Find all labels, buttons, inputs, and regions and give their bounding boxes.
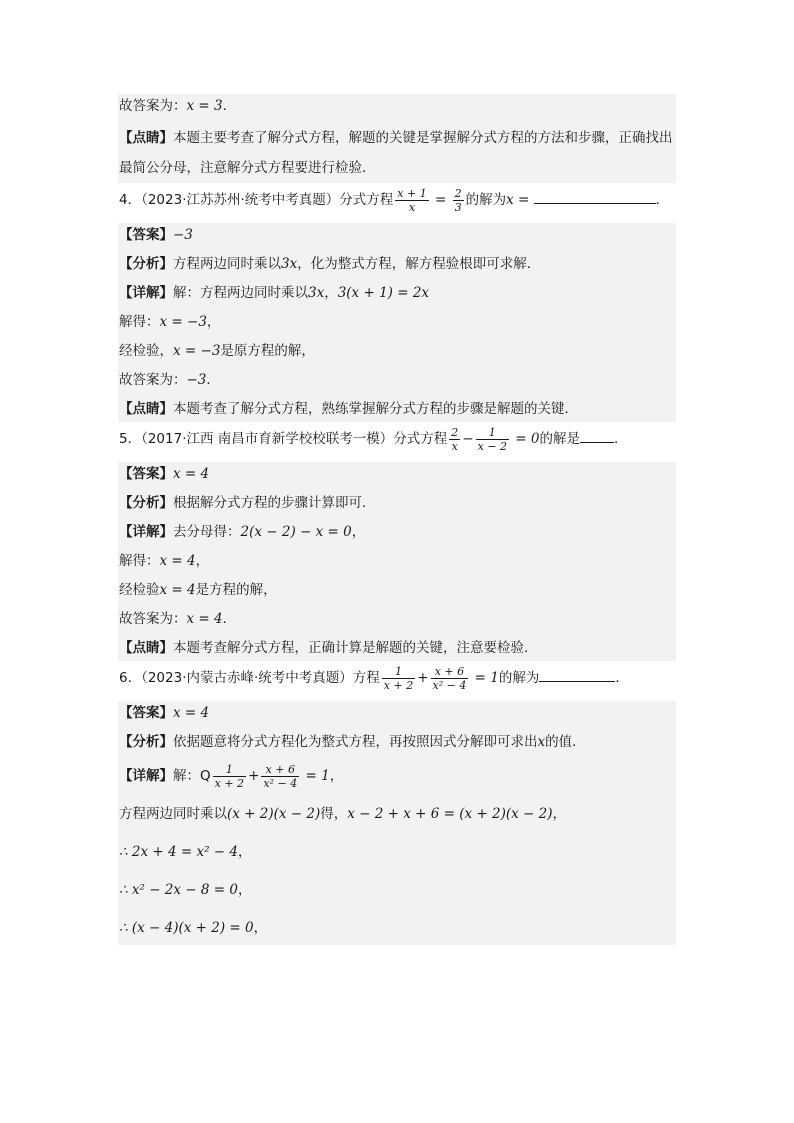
question-line <box>118 183 676 217</box>
fraction <box>431 665 469 692</box>
text-run: 故答案为： <box>119 611 187 627</box>
text-run: 解得： <box>119 553 160 569</box>
fraction-numerator: x + 6 <box>261 763 299 777</box>
section-tag: 【点睛】 <box>119 130 173 146</box>
text-line <box>118 462 676 487</box>
math-expression: x = 4 <box>173 466 210 482</box>
section-tag: 【答案】 <box>119 705 173 721</box>
text-run: 4．（2023·江苏苏州·统考中考真题）分式方程 <box>119 192 394 208</box>
fraction <box>395 187 428 214</box>
fraction-denominator: x² − 4 <box>263 776 298 790</box>
question-line <box>118 661 676 695</box>
text-run: 6．（2023·内蒙古赤峰·统考中考真题）方程 <box>119 670 380 686</box>
text-run: ，化为整式方程，解方程验根即可求解． <box>297 256 541 272</box>
fraction-denominator: x + 2 <box>383 678 414 692</box>
text-line <box>118 310 676 335</box>
text-line <box>118 636 676 661</box>
fraction-numerator: x + 1 <box>397 186 427 200</box>
math-expression: = 0 <box>511 431 540 447</box>
text-run: ， <box>329 768 344 784</box>
math-expression: = 1 <box>301 768 330 784</box>
answer-blank[interactable] <box>539 667 615 682</box>
text-line <box>118 339 676 364</box>
math-expression: −3 <box>186 372 207 388</box>
fraction-denominator: 3 <box>454 200 462 214</box>
fraction <box>476 426 509 453</box>
text-run: ， <box>324 285 338 301</box>
text-run: 方程两边同时乘以 <box>119 806 227 822</box>
text-line <box>118 397 676 422</box>
text-run: ， <box>552 806 567 822</box>
math-expression: x = 4 <box>159 553 196 569</box>
text-line <box>118 835 676 869</box>
text-run: 去分母得： <box>173 524 241 540</box>
text-run: 的解为 <box>498 670 540 686</box>
question-line <box>118 422 676 456</box>
math-expression: 3x <box>308 285 325 301</box>
text-run: 是原方程的解， <box>220 343 315 359</box>
fraction-denominator: x − 2 <box>477 439 508 453</box>
math-expression: ∴ (x − 4)(x + 2) = 0 <box>119 920 254 936</box>
text-run: 的值． <box>545 734 586 750</box>
text-run: ． <box>222 98 237 114</box>
section-tag: 【答案】 <box>119 466 173 482</box>
text-run: ． <box>206 372 220 388</box>
fraction-numerator: 1 <box>382 665 415 679</box>
text-run: ， <box>237 882 252 898</box>
section-tag: 【答案】 <box>119 227 173 243</box>
text-run: 方程两边同时乘以 <box>173 256 281 272</box>
text-run: 解：Q <box>173 768 211 784</box>
fraction <box>261 763 299 790</box>
math-expression: x = 4 <box>173 705 210 721</box>
math-expression: x = 4 <box>186 611 223 627</box>
text-run: 的解是 <box>539 431 580 447</box>
text-run: ． <box>222 611 237 627</box>
text-line <box>118 607 676 632</box>
text-run: 故答案为： <box>119 98 187 114</box>
math-expression: = 1 <box>470 670 499 686</box>
fraction-numerator: x + 6 <box>431 665 469 679</box>
text-line <box>118 252 676 277</box>
math-expression: 2(x − 2) − x = 0 <box>240 524 352 540</box>
fraction-denominator: x² − 4 <box>432 678 467 692</box>
section-tag: 【点睛】 <box>119 401 173 417</box>
text-run: ， <box>195 553 210 569</box>
text-run: 本题考查解分式方程，正确计算是解题的关键，注意要检验． <box>173 640 538 656</box>
text-run: 根据解分式方程的步骤计算即可． <box>173 495 376 511</box>
text-run: ． <box>615 670 629 686</box>
fraction-denominator: x <box>408 200 416 214</box>
text-line <box>118 223 676 248</box>
math-expression: ∴ 2x + 4 = x² − 4 <box>119 844 238 860</box>
text-line <box>118 281 676 306</box>
text-run: 依据题意将分式方程化为整式方程，再按照因式分解即可求出 <box>173 734 538 750</box>
math-expression: = <box>430 192 451 208</box>
math-expression: (x + 2)(x − 2) <box>227 806 321 822</box>
math-expression: x = 3 <box>186 98 223 114</box>
text-line <box>118 491 676 516</box>
text-run: 的解为 <box>465 192 507 208</box>
text-line <box>118 368 676 393</box>
text-run: 本题考查了解分式方程，熟练掌握解分式方程的步骤是解题的关键． <box>173 401 578 417</box>
fraction-numerator: 1 <box>476 426 509 440</box>
fraction-numerator: 1 <box>213 763 246 777</box>
math-expression: + <box>248 768 260 784</box>
text-run: 解得： <box>119 314 160 330</box>
text-run: ， <box>206 314 221 330</box>
fraction <box>213 763 246 790</box>
text-run: 本题主要考查了解分式方程，解题的关键是掌握解分式方程的方法和步骤，正确找出最简公分母，注意解分式方程要进行检验． <box>119 130 673 176</box>
math-expression: x = 4 <box>159 582 196 598</box>
fraction-numerator: 2 <box>451 425 459 439</box>
text-run: 故答案为： <box>119 372 187 388</box>
math-expression: x = −3 <box>159 314 207 330</box>
math-expression: x <box>537 734 546 750</box>
text-line <box>118 730 676 755</box>
answer-blank[interactable] <box>534 189 656 204</box>
fraction-numerator: 2 <box>454 186 462 200</box>
text-run: 经检验， <box>119 343 173 359</box>
fraction <box>453 187 464 214</box>
section-tag: 【分析】 <box>119 734 173 750</box>
text-run: ． <box>655 192 670 208</box>
text-line <box>118 759 676 793</box>
text-line <box>118 701 676 726</box>
text-run: 5．（2017·江西 南昌市育新学校校联考一模）分式方程 <box>119 431 448 447</box>
document-body <box>118 94 676 945</box>
fraction-denominator: x + 2 <box>214 776 245 790</box>
math-expression: x = <box>506 192 534 208</box>
math-expression: x − 2 + x + 6 = (x + 2)(x − 2) <box>347 806 553 822</box>
text-run: 经检验 <box>119 582 160 598</box>
fraction <box>382 665 415 692</box>
text-run: 得， <box>320 806 348 822</box>
text-line <box>118 123 676 183</box>
math-expression: + <box>417 670 429 686</box>
math-expression: x = −3 <box>173 343 221 359</box>
text-line <box>118 94 676 119</box>
section-tag: 【详解】 <box>119 524 173 540</box>
section-tag: 【分析】 <box>119 495 173 511</box>
section-tag: 【分析】 <box>119 256 173 272</box>
text-run: ． <box>614 431 628 447</box>
section-tag: 【点睛】 <box>119 640 173 656</box>
text-run: ， <box>253 920 268 936</box>
math-expression: −3 <box>173 227 193 243</box>
text-run: ， <box>351 524 366 540</box>
fraction <box>449 426 460 453</box>
fraction-denominator: x <box>451 439 458 453</box>
text-line <box>118 520 676 545</box>
text-run: ， <box>237 844 252 860</box>
text-line <box>118 549 676 574</box>
text-line <box>118 911 676 945</box>
text-line <box>118 797 676 831</box>
text-line <box>118 873 676 907</box>
text-run: 是方程的解， <box>195 582 277 598</box>
math-expression: ∴ x² − 2x − 8 = 0 <box>119 882 238 898</box>
text-run: 解：方程两边同时乘以 <box>173 285 308 301</box>
text-line <box>118 578 676 603</box>
answer-blank[interactable] <box>580 428 614 443</box>
section-tag: 【详解】 <box>119 768 173 784</box>
math-expression: 3x <box>281 256 298 272</box>
section-tag: 【详解】 <box>119 285 173 301</box>
math-expression: − <box>462 431 474 447</box>
math-expression: 3(x + 1) = 2x <box>337 285 430 301</box>
